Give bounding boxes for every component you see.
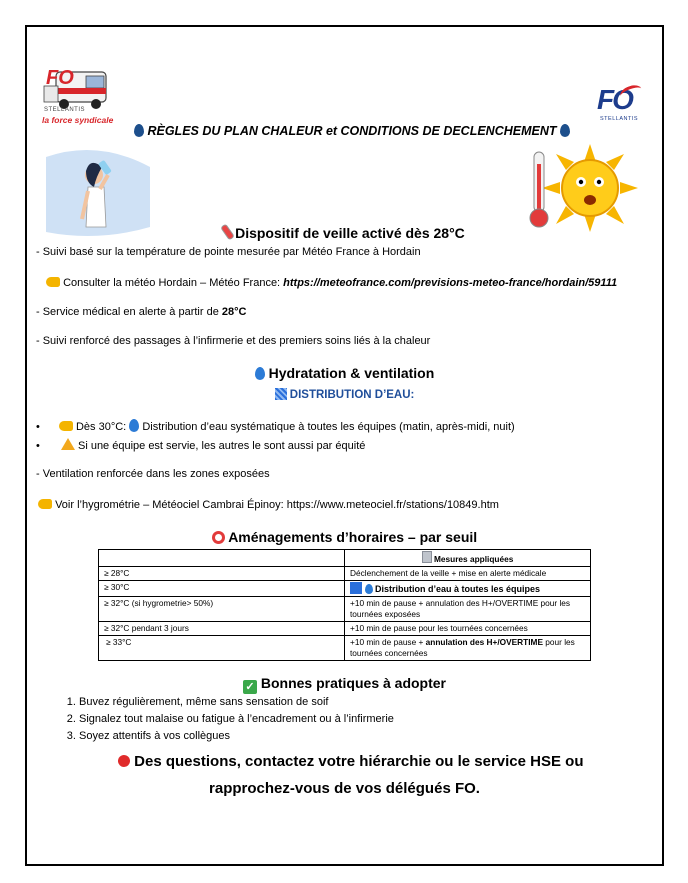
fo-right-logo-text: FO (597, 84, 632, 115)
bullet-dot: • (36, 440, 40, 452)
mesure-cell (345, 581, 591, 597)
veille-line-2 (46, 277, 617, 289)
mesure-prefix: +10 min de pause + (350, 637, 426, 647)
sun-thermometer-illustration (510, 142, 648, 237)
veille-line-2-prefix: Consulter la météo Hordain – Météo France: (63, 277, 284, 289)
mesure-cell (345, 636, 591, 661)
list-item: 3. Soyez attentifs à vos collègues (79, 728, 394, 745)
table-header-empty (99, 550, 345, 567)
veille-line-1: - Suivi basé sur la température de pointe mesurée par Météo France à Hordain (36, 246, 421, 258)
droplet-icon (365, 584, 373, 594)
alarm-clock-icon (212, 531, 225, 544)
veille-line-3-prefix: - Service médical en alerte à partir de (36, 306, 222, 318)
veille-line-3 (36, 306, 246, 318)
pushpin-icon (118, 755, 130, 767)
bonnes-pratiques-heading-text: Bonnes pratiques à adopter (260, 675, 447, 691)
bullet-dot: • (36, 421, 40, 433)
fo-left-logo-text: FO (46, 67, 74, 89)
distribution-subheading-text: DISTRIBUTION D’EAU: (289, 389, 415, 401)
table-header-mesures (345, 550, 591, 567)
table-header-row (99, 550, 591, 567)
mesure-bold-text: Distribution d’eau à toutes les équipes (375, 584, 541, 594)
veille-line-3-value: 28°C (221, 306, 247, 318)
hygrometrie-text[interactable]: Voir l’hygrométrie – Météociel Cambrai Épinoy: https://www.meteociel.fr/stations/10849.htm (55, 499, 499, 511)
hydratation-bullet-1 (36, 419, 515, 433)
seuil-table (98, 549, 591, 661)
pointing-hand-icon (46, 277, 60, 287)
page-title (117, 124, 587, 138)
list-item: 1. Buvez régulièrement, même sans sensation de soif (79, 694, 394, 711)
seuil-cell: ≥ 32°C (si hygrometrie> 50%) (99, 597, 345, 622)
droplet-icon (560, 124, 570, 137)
bullet-1-text: Distribution d’eau systématique à toutes les équipes (matin, après-midi, nuit) (142, 421, 515, 433)
fo-left-logo-sub2: la force syndicale (42, 115, 114, 125)
hydratation-bullet-2 (36, 438, 365, 452)
page-title-text: RÈGLES DU PLAN CHALEUR et CONDITIONS DE DECLENCHEMENT (147, 124, 557, 138)
hygrometrie-line (38, 499, 499, 511)
veille-heading (27, 224, 662, 241)
fo-right-logo-sub: STELLANTIS (600, 116, 639, 122)
veille-line-4: - Suivi renforcé des passages à l’infirmerie et des premiers soins liés à la chaleur (36, 335, 431, 347)
mesure-cell: +10 min de pause + annulation des H+/OVERTIME pour les tournées exposées (345, 597, 591, 622)
table-row (99, 597, 591, 622)
pointing-hand-icon (38, 499, 52, 509)
contact-line-1 (118, 753, 618, 770)
warning-icon (61, 438, 75, 450)
bonnes-pratiques-list (55, 694, 394, 745)
droplet-icon (129, 419, 139, 432)
contact-line-1-text: Des questions, contactez votre hiérarchie ou le service HSE ou (134, 753, 584, 770)
seuil-cell: ≥ 32°C pendant 3 jours (99, 622, 345, 636)
droplet-icon (255, 367, 265, 380)
list-item: 2. Signalez tout malaise ou fatigue à l’encadrement ou à l’infirmerie (79, 711, 394, 728)
thermometer-icon (220, 223, 235, 240)
table-row (99, 567, 591, 581)
mesure-suffix: pour les tournées concernées (350, 637, 575, 658)
seuil-cell: ≥ 28°C (99, 567, 345, 581)
distribution-subheading (27, 388, 662, 401)
horaires-heading (27, 529, 662, 545)
pointing-hand-icon (59, 421, 73, 431)
hatched-square-icon (275, 388, 287, 400)
veille-heading-text: Dispositif de veille activé dès 28°C (235, 225, 465, 241)
mesure-bold-text: annulation des H+/OVERTIME (425, 637, 543, 647)
hydratation-heading (27, 365, 662, 381)
horaires-heading-text: Aménagements d’horaires – par seuil (228, 529, 478, 545)
table-header-text: Mesures appliquées (434, 554, 514, 564)
meteofrance-link[interactable]: https://meteofrance.com/previsions-meteo-france/hordain/59111 (283, 277, 618, 289)
table-row (99, 636, 591, 661)
bonnes-pratiques-heading (27, 675, 662, 694)
checkmark-icon: ✓ (243, 680, 257, 694)
bullet-2-text: Si une équipe est servie, les autres le sont aussi par équité (77, 440, 366, 452)
mesure-cell: +10 min de pause pour les tournées concernées (345, 622, 591, 636)
mesure-cell: Déclenchement de la veille + mise en alerte médicale (345, 567, 591, 581)
seuil-cell (99, 636, 345, 661)
seuil-cell: ≥ 30°C (99, 581, 345, 597)
table-row (99, 581, 591, 597)
contact-line-2: rapprochez-vous de vos délégués FO. (209, 780, 480, 797)
droplet-icon (134, 124, 144, 137)
ventilation-line: - Ventilation renforcée dans les zones exposées (36, 468, 270, 480)
table-row (99, 622, 591, 636)
fo-left-logo-sub1: STELLANTIS (44, 107, 86, 113)
blue-square-icon (350, 582, 362, 594)
hydratation-heading-text: Hydratation & ventilation (268, 365, 435, 381)
clipboard-icon (422, 551, 432, 563)
seuil-cell-text: ≥ 33°C (106, 637, 132, 647)
bullet-1-prefix: Dès 30°C: (75, 421, 130, 433)
